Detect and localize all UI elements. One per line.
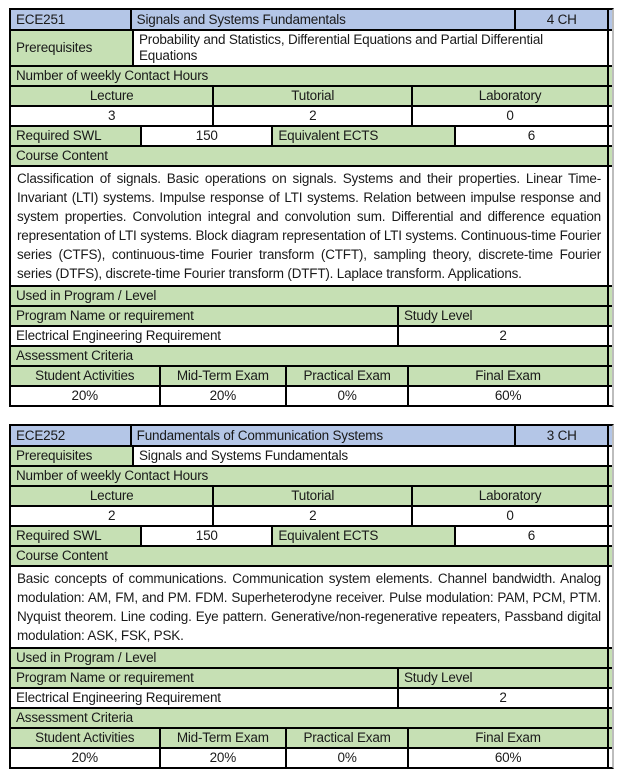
swl-ects-row: [11, 125, 612, 145]
table-edge-sliver: [607, 426, 612, 445]
table-edge-sliver: [607, 127, 612, 145]
prerequisites-value: Signals and Systems Fundamentals: [132, 447, 607, 465]
table-edge-sliver: [607, 367, 612, 385]
practical-exam-value: 0%: [285, 749, 407, 767]
program-name-header: Program Name or requirement: [11, 307, 397, 325]
lecture-header: Lecture: [11, 87, 212, 105]
contact-hours-header-row: [11, 465, 612, 485]
table-edge-sliver: [607, 347, 612, 365]
contact-hours-values-row: [11, 505, 612, 525]
practical-exam-header: Practical Exam: [285, 367, 407, 385]
laboratory-header: Laboratory: [411, 87, 607, 105]
table-edge-sliver: [607, 387, 612, 405]
laboratory-hours: 0: [411, 107, 607, 125]
table-edge-sliver: [607, 10, 612, 29]
table-edge-sliver: [607, 507, 612, 525]
table-edge-sliver: [607, 307, 612, 325]
midterm-exam-value: 20%: [159, 387, 286, 405]
contact-hours-header: Number of weekly Contact Hours: [11, 467, 607, 485]
course-content-row: [11, 165, 612, 285]
table-edge-sliver: [607, 87, 612, 105]
tutorial-header: Tutorial: [212, 87, 411, 105]
prerequisites-row: [11, 29, 612, 65]
course-table-ece252: [9, 424, 614, 769]
assessment-criteria-row: [11, 707, 612, 727]
table-edge-sliver: [607, 327, 612, 345]
course-header-row: [11, 10, 612, 29]
table-edge-sliver: [607, 729, 612, 747]
table-edge-sliver: [607, 689, 612, 707]
assessment-criteria-header: Assessment Criteria: [11, 347, 607, 365]
course-table-ece251: [9, 8, 614, 407]
table-edge-sliver: [607, 709, 612, 727]
study-level-header: Study Level: [397, 307, 607, 325]
final-exam-value: 60%: [407, 387, 607, 405]
program-header-row: [11, 305, 612, 325]
tutorial-header: Tutorial: [212, 487, 411, 505]
table-edge-sliver: [607, 167, 612, 285]
required-swl-value: 150: [140, 127, 271, 145]
course-content-row: [11, 565, 612, 647]
course-content-header-row: [11, 545, 612, 565]
equivalent-ects-value: 6: [454, 527, 607, 545]
contact-hours-labels-row: [11, 485, 612, 505]
course-content-header: Course Content: [11, 547, 607, 565]
study-level-header: Study Level: [397, 669, 607, 687]
table-edge-sliver: [607, 567, 612, 647]
study-level-value: 2: [397, 327, 607, 345]
used-in-program-row: [11, 285, 612, 305]
table-edge-sliver: [607, 147, 612, 165]
required-swl-label: Required SWL: [11, 527, 140, 545]
equivalent-ects-label: Equivalent ECTS: [271, 527, 454, 545]
program-header-row: [11, 667, 612, 687]
student-activities-header: Student Activities: [11, 729, 159, 747]
practical-exam-header: Practical Exam: [285, 729, 407, 747]
contact-hours-header-row: [11, 65, 612, 85]
course-content-text: Basic concepts of communications. Communication system elements. Channel bandwidth. Analog modulation: AM, FM, and PM. FDM. Superheterodyne receiver. Pulse modulation: PAM, PCM, PTM. Nyquist theorem. Line coding. Eye pattern. Generative/non-regenerative repeaters, Passband digital modulation: ASK, FSK, PSK.: [11, 567, 607, 647]
table-edge-sliver: [607, 487, 612, 505]
required-swl-label: Required SWL: [11, 127, 140, 145]
swl-ects-row: [11, 525, 612, 545]
study-level-value: 2: [397, 689, 607, 707]
lecture-hours: 2: [11, 507, 212, 525]
program-values-row: [11, 325, 612, 345]
course-code: ECE252: [11, 426, 130, 445]
table-edge-sliver: [607, 749, 612, 767]
equivalent-ects-value: 6: [454, 127, 607, 145]
program-values-row: [11, 687, 612, 707]
assessment-values-row: [11, 385, 612, 405]
course-header-row: [11, 426, 612, 445]
table-edge-sliver: [607, 669, 612, 687]
midterm-exam-header: Mid-Term Exam: [159, 367, 286, 385]
student-activities-value: 20%: [11, 749, 159, 767]
course-code: ECE251: [11, 10, 130, 29]
midterm-exam-header: Mid-Term Exam: [159, 729, 286, 747]
contact-hours-header: Number of weekly Contact Hours: [11, 67, 607, 85]
assessment-values-row: [11, 747, 612, 767]
table-edge-sliver: [607, 527, 612, 545]
program-name-header: Program Name or requirement: [11, 669, 397, 687]
required-swl-value: 150: [140, 527, 271, 545]
lecture-hours: 3: [11, 107, 212, 125]
assessment-headers-row: [11, 365, 612, 385]
prerequisites-value: Probability and Statistics, Differential Equations and Partial Differential Equations: [132, 31, 607, 65]
course-credit-hours: 3 CH: [514, 426, 607, 445]
assessment-criteria-header: Assessment Criteria: [11, 709, 607, 727]
final-exam-value: 60%: [407, 749, 607, 767]
final-exam-header: Final Exam: [407, 729, 607, 747]
prerequisites-label: Prerequisites: [11, 31, 132, 65]
used-in-program-header: Used in Program / Level: [11, 649, 607, 667]
table-edge-sliver: [607, 467, 612, 485]
used-in-program-header: Used in Program / Level: [11, 287, 607, 305]
used-in-program-row: [11, 647, 612, 667]
course-credit-hours: 4 CH: [514, 10, 607, 29]
contact-hours-values-row: [11, 105, 612, 125]
table-edge-sliver: [607, 547, 612, 565]
table-edge-sliver: [607, 649, 612, 667]
contact-hours-labels-row: [11, 85, 612, 105]
course-content-text: Classification of signals. Basic operations on signals. Systems and their properties. Linear Time-Invariant (LTI) systems. Impulse response of LTI systems. Relation between impulse response and system properties. Convolution integral and convolution sum. Differential and difference equation representation of LTI systems. Block diagram representation of LTI systems. Continuous-time Fourier series (CTFS), continuous-time Fourier transform (CTFT), sampling theory, discrete-time Fourier series (DTFS), discrete-time Fourier transform (DTFT). Laplace transform. Applications.: [11, 167, 607, 285]
lecture-header: Lecture: [11, 487, 212, 505]
equivalent-ects-label: Equivalent ECTS: [271, 127, 454, 145]
table-edge-sliver: [607, 107, 612, 125]
laboratory-header: Laboratory: [411, 487, 607, 505]
final-exam-header: Final Exam: [407, 367, 607, 385]
table-edge-sliver: [607, 67, 612, 85]
course-content-header: Course Content: [11, 147, 607, 165]
laboratory-hours: 0: [411, 507, 607, 525]
midterm-exam-value: 20%: [159, 749, 286, 767]
program-name-value: Electrical Engineering Requirement: [11, 689, 397, 707]
assessment-headers-row: [11, 727, 612, 747]
practical-exam-value: 0%: [285, 387, 407, 405]
prerequisites-label: Prerequisites: [11, 447, 132, 465]
course-content-header-row: [11, 145, 612, 165]
course-title: Fundamentals of Communication Systems: [130, 426, 515, 445]
prerequisites-row: [11, 445, 612, 465]
table-edge-sliver: [607, 31, 612, 65]
table-edge-sliver: [607, 447, 612, 465]
table-edge-sliver: [607, 287, 612, 305]
course-title: Signals and Systems Fundamentals: [130, 10, 515, 29]
tutorial-hours: 2: [212, 507, 411, 525]
tutorial-hours: 2: [212, 107, 411, 125]
student-activities-value: 20%: [11, 387, 159, 405]
program-name-value: Electrical Engineering Requirement: [11, 327, 397, 345]
assessment-criteria-row: [11, 345, 612, 365]
student-activities-header: Student Activities: [11, 367, 159, 385]
